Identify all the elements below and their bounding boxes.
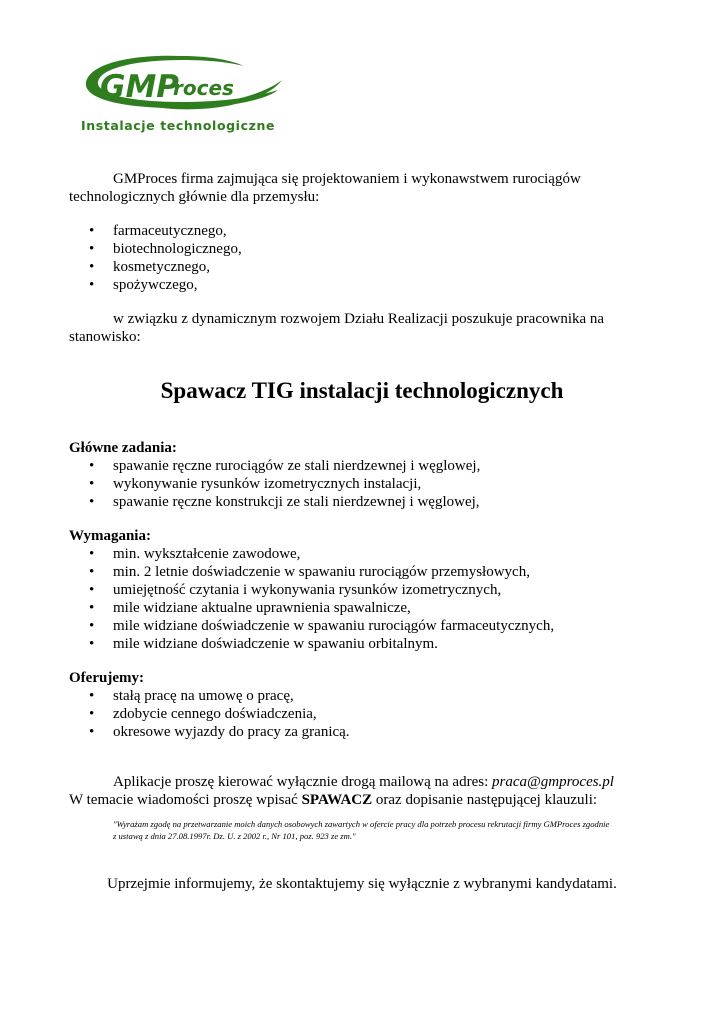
page-title: Spawacz TIG instalacji technologicznych xyxy=(160,378,564,403)
industries-list xyxy=(69,222,242,294)
application-instructions xyxy=(69,773,649,809)
list-item: • stałą pracę na umowę o pracę, xyxy=(69,687,350,705)
offer-list xyxy=(69,687,350,741)
logo-brand-rest: roces xyxy=(173,76,234,100)
tasks-heading: Główne zadania: xyxy=(69,440,177,456)
list-item: • spożywczego, xyxy=(69,276,242,294)
application-line-2-text: W temacie wiadomości proszę wpisać xyxy=(69,792,302,808)
list-item: • min. wykształcenie zawodowe, xyxy=(69,545,554,563)
list-item: • spawanie ręczne rurociągów ze stali nierdzewnej i węglowej, xyxy=(69,457,480,475)
list-item: • zdobycie cennego doświadczenia, xyxy=(69,705,350,723)
list-item: • mile widziane doświadczenie w spawaniu orbitalnym. xyxy=(69,635,554,653)
list-item: • kosmetycznego, xyxy=(69,258,242,276)
list-item: • spawanie ręczne konstrukcji ze stali nierdzewnej i węglowej, xyxy=(69,493,480,511)
consent-clause: "Wyrażam zgodę na przetwarzanie moich danych osobowych zawartych w ofercie pracy dla potrzeb procesu rekrutacji firmy GMProces zgodnie z ustawą z dnia 27.08.1997r. Dz. U. z 2002 r., Nr 101, poz. 923 ze zm." xyxy=(113,819,610,841)
application-line-1-text: Aplikacje proszę kierować wyłącznie drogą mailową na adres: xyxy=(113,774,492,790)
company-logo xyxy=(78,50,288,140)
offer-heading: Oferujemy: xyxy=(69,670,144,686)
subject-keyword: SPAWACZ xyxy=(301,792,373,808)
list-item: • umiejętność czytania i wykonywania rysunków izometrycznych, xyxy=(69,581,554,599)
requirements-list xyxy=(69,545,554,653)
logo-brand-main: GMP xyxy=(100,69,180,105)
list-item: • biotechnologicznego, xyxy=(69,240,242,258)
list-item: • mile widziane aktualne uprawnienia spawalnicze, xyxy=(69,599,554,617)
closing-note: Uprzejmie informujemy, że skontaktujemy się wyłącznie z wybranymi kandydatami. xyxy=(107,876,617,892)
contact-email: praca@gmproces.pl xyxy=(492,774,614,790)
list-item: • okresowe wyjazdy do pracy za granicą. xyxy=(69,723,350,741)
application-line-1 xyxy=(69,773,649,791)
logo-tagline: Instalacje technologiczne xyxy=(80,118,276,133)
list-item: • min. 2 letnie doświadczenie w spawaniu rurociągów przemysłowych, xyxy=(69,563,554,581)
application-line-2 xyxy=(69,791,649,809)
intro-continuation: w związku z dynamicznym rozwojem Działu Realizacji poszukuje pracownika na stanowisko: xyxy=(69,311,605,345)
list-item: • mile widziane doświadczenie w spawaniu rurociągów farmaceutycznych, xyxy=(69,617,554,635)
tasks-list xyxy=(69,457,480,511)
list-item: • wykonywanie rysunków izometrycznych instalacji, xyxy=(69,475,480,493)
intro-paragraph: GMProces firma zajmująca się projektowaniem i wykonawstwem rurociągów technologicznych głównie dla przemysłu: xyxy=(69,171,581,205)
requirements-heading: Wymagania: xyxy=(69,528,151,544)
list-item: • farmaceutycznego, xyxy=(69,222,242,240)
application-line-2-suffix: oraz dopisanie następującej klauzuli: xyxy=(372,792,598,808)
